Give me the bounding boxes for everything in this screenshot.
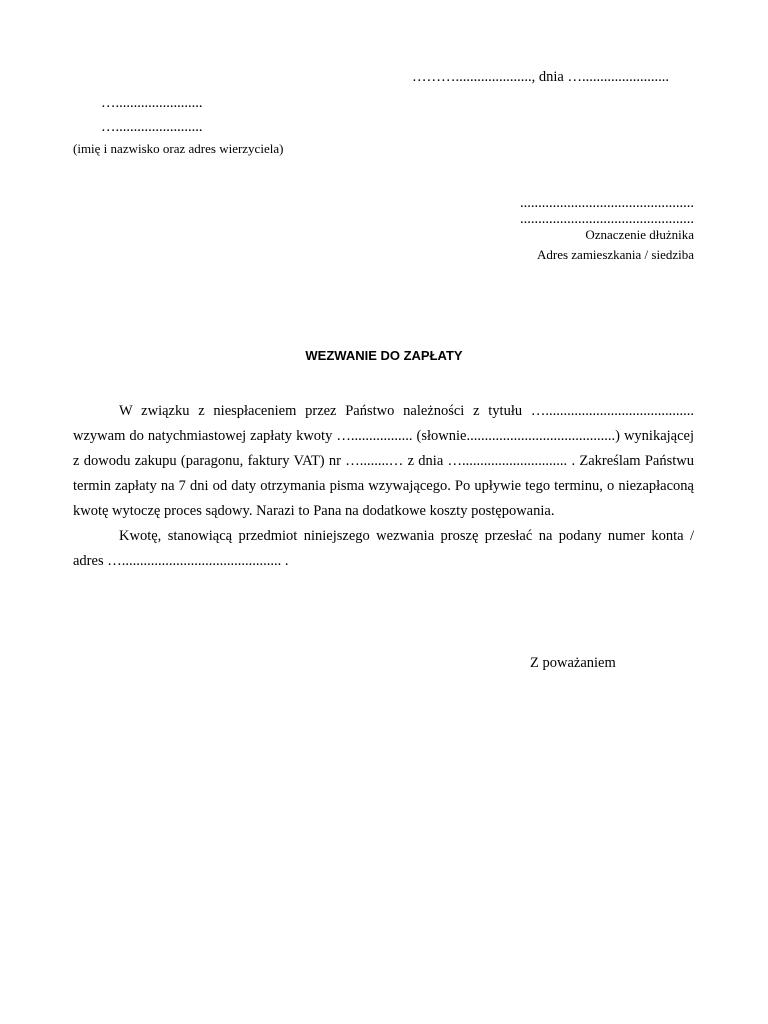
body-paragraph-2: Kwotę, stanowiącą przedmiot niniejszego wezwania proszę przesłać na podany numer konta / adres …............................................ .: [73, 528, 694, 569]
creditor-line-1: …........................: [101, 95, 203, 111]
debtor-line-1: ................................................: [520, 195, 694, 211]
creditor-line-2: …........................: [101, 119, 203, 135]
debtor-caption-address: Adres zamieszkania / siedziba: [536, 247, 694, 262]
letter-body: [73, 399, 694, 574]
body-paragraph-1: W związku z niespłaceniem przez Państwo należności z tytułu …......................................... wzywam do natychmiastowej zapłaty kwoty …................. (słownie.........................................) wynikającej z dowodu zakupu (paragonu, faktury VAT) nr …........… z dnia …............................. . Zakreślam Państwu termin zapłaty na 7 dni od daty otrzymania pisma wzywającego. Po upływie tego terminu, o niezapłaconą kwotę wytoczę proces sądowy. Narazi to Pana na dodatkowe koszty postępowania.: [73, 403, 694, 519]
debtor-caption-designation: Oznaczenie dłużnika: [585, 227, 694, 242]
place-date-line: ………....................., dnia …........................: [412, 69, 669, 85]
document-title: WEZWANIE DO ZAPŁATY: [305, 348, 463, 363]
debtor-line-2: ................................................: [520, 211, 694, 227]
creditor-caption: (imię i nazwisko oraz adres wierzyciela): [73, 141, 284, 156]
closing-salutation: Z poważaniem: [530, 655, 616, 671]
